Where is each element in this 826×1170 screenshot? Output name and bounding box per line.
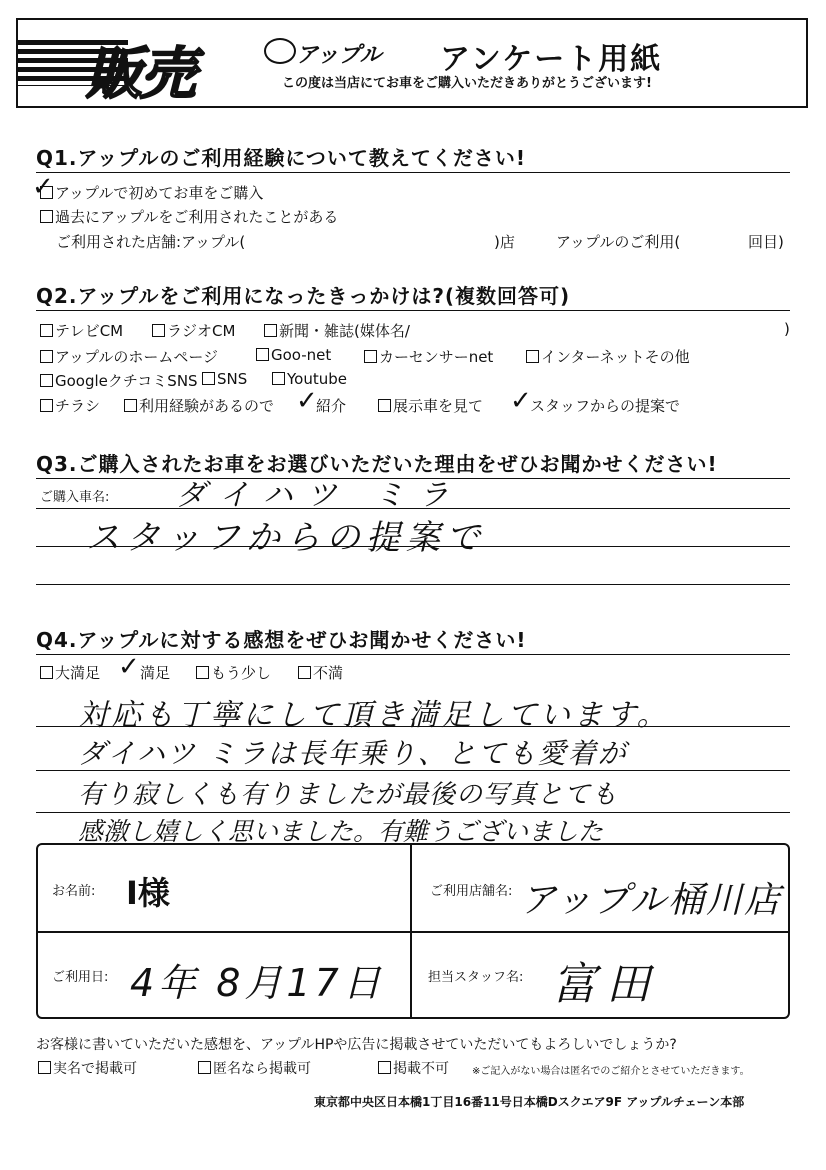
q1-option-first[interactable]: アップルで初めてお車をご購入 [40, 182, 263, 203]
q2-check-referral: ✓ [296, 386, 318, 416]
q3-car-name: ダイハツ ミラ [176, 478, 463, 513]
store-value: アップル桶川店 [520, 880, 783, 921]
q1-store-prefix: ご利用された店舗:アップル( [56, 233, 246, 251]
q2-option-staff[interactable]: スタッフからの提案で [530, 397, 681, 415]
q1-option-returning[interactable]: 過去にアップルをご利用されたことがある [40, 206, 338, 227]
q4-rule [36, 654, 790, 655]
q3-line-1 [36, 508, 790, 509]
q1-count-prefix: アップルのご利用( [556, 233, 681, 251]
name-value: I様 [126, 874, 170, 912]
q4-comment-line-1: 対応も丁寧にして頂き満足しています。 [78, 698, 670, 733]
q3-title: Q3.ご購入されたお車をお選びいただいた理由をぜひお聞かせください! [36, 452, 718, 476]
staff-value: 富田 [552, 959, 660, 1010]
q1-title: Q1.アップルのご利用経験について教えてください! [36, 146, 527, 170]
q3-line-3 [36, 584, 790, 585]
q2-option-google[interactable]: GoogleクチコミSNS [40, 370, 198, 391]
q2-option-youtube[interactable]: Youtube [272, 370, 347, 388]
q3-car-label: ご購入車名: [40, 490, 110, 505]
q1-store-suffix: )店 [494, 233, 515, 251]
q2-check-staff: ✓ [510, 386, 532, 416]
q2-title: Q2.アップルをご利用になったきっかけは?(複数回答可) [36, 284, 571, 308]
q2-option-goonet[interactable]: Goo-net [256, 346, 331, 364]
header-logo: アップル [296, 43, 382, 68]
q1-rule [36, 172, 790, 173]
q2-rule [36, 310, 790, 311]
header-main-title: アンケート用紙 [440, 42, 663, 77]
q3-reason: スタッフからの提案で [86, 518, 486, 558]
q4-option-unsatisfied[interactable]: 不満 [298, 662, 343, 683]
q2-option-newspaper[interactable]: 新聞・雑誌(媒体名/ [264, 320, 410, 341]
q4-comment-line-3: 有り寂しくも有りましたが最後の写真とても [78, 780, 619, 810]
q2-option-experience[interactable]: 利用経験があるので [124, 395, 274, 416]
q1-count-suffix: 回目) [748, 233, 784, 251]
consent-question: お客様に書いていただいた感想を、アップルHPや広告に掲載させていただいてもよろしいでしょうか? [36, 1037, 677, 1053]
footer-address: 東京都中央区日本橋1丁目16番11号日本橋Dスクエア9F アップルチェーン本部 [314, 1095, 745, 1109]
date-value: 4年 8月17日 [130, 961, 385, 1005]
date-label: ご利用日: [52, 970, 109, 985]
q4-option-very-satisfied[interactable]: 大満足 [40, 662, 100, 683]
q1-check-mark: ✓ [32, 172, 54, 202]
staff-label: 担当スタッフ名: [428, 970, 524, 985]
q2-option-tv[interactable]: テレビCM [40, 320, 123, 341]
info-table-divider-h [36, 931, 790, 933]
apple-logo-icon [264, 38, 296, 64]
q2-option-carsensor[interactable]: カーセンサーnet [364, 346, 493, 367]
q4-option-could-improve[interactable]: もう少し [196, 662, 271, 683]
q2-option-flyer[interactable]: チラシ [40, 395, 100, 416]
header-big-title: 販売 [86, 42, 194, 107]
q4-option-satisfied[interactable]: 満足 [140, 664, 171, 682]
q4-title: Q4.アップルに対する感想をぜひお聞かせください! [36, 628, 527, 652]
q2-option-showroom[interactable]: 展示車を見て [378, 395, 483, 416]
consent-option-real-name[interactable]: 実名で掲載可 [38, 1058, 137, 1078]
q4-comment-line-4: 感激し嬉しく思いました。有難うございました [78, 817, 604, 846]
q2-option-newspaper-close: ) [784, 320, 790, 338]
q4-check-satisfied: ✓ [118, 652, 140, 682]
name-label: お名前: [52, 884, 96, 899]
store-label: ご利用店舗名: [430, 884, 513, 899]
consent-option-no-publish[interactable]: 掲載不可 [378, 1058, 449, 1078]
q3-line-2 [36, 546, 790, 547]
q2-option-homepage[interactable]: アップルのホームページ [40, 346, 218, 367]
consent-note: ※ご記入がない場合は匿名でのご紹介とさせていただきます。 [472, 1066, 750, 1077]
header-subtitle: この度は当店にてお車をご購入いただきありがとうございます! [282, 76, 652, 91]
q2-option-referral[interactable]: 紹介 [316, 397, 347, 415]
q2-option-internet[interactable]: インターネットその他 [526, 346, 690, 367]
q2-option-sns[interactable]: SNS [202, 370, 247, 388]
q2-option-radio[interactable]: ラジオCM [152, 320, 235, 341]
consent-option-anonymous[interactable]: 匿名なら掲載可 [198, 1058, 311, 1078]
q4-comment-line-2: ダイハツ ミラは長年乗り、とても愛着が [78, 737, 628, 770]
